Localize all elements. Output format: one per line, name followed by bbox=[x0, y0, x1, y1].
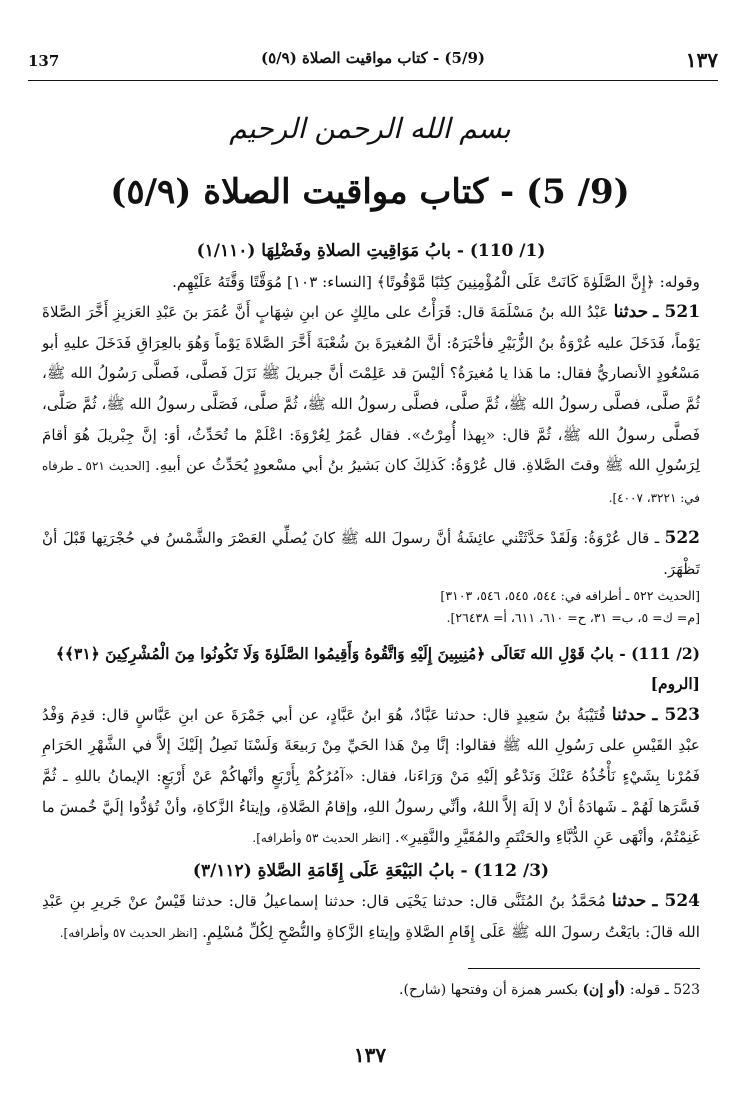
hadith-523 bbox=[42, 700, 700, 854]
hadith-text: قُتَيْبَةُ بنُ سَعِيدٍ قال: حدثنا عَبَّادٌ، هُوَ ابنُ عَبَّادٍ، عن أبي جَمْرَةَ عن ابنِ عَبَّاسٍ قال: قدِمَ وَفْدُ عبْدِ القَيْسِ على رَسُولِ الله ﷺ فقالوا: إنَّا مِنْ هَذا الحَيِّ مِنْ رَبيعَةَ وَلَسْنَا نَصِلُ إلَيْكَ إلاَّ في الشَّهْرِ الحَرَامِ فَمُرْنا بِشَيْءٍ نَأْخُذُهُ عَنْكَ وَنَدْعُو إلَيْهِ مَنْ وَرَاءَنا، فقال: «آمُرُكُمْ بِأَرْبَعٍ وأنْهاكُمْ عَنْ أَرْبَعٍ: الإيمانُ باللهِ ـ ثُمَّ فَسَّرَها لَهُمْ ـ شَهادَةُ أنْ لا إلَهَ إلاَّ اللهُ، وأنِّي رسولُ اللهِ، وإقامُ الصَّلاةِ، وإيتاءُ الزَّكاةِ، وأنْ تُؤدُّوا إلَيَّ خُمسَ ما غَنِمْتُمْ، وأنْهَى عَنِ الدُّبَّاءِ والحَنْتَمِ والمُقَيَّرِ والنَّقِيرِ». bbox=[42, 705, 700, 847]
hadith-number: 523 ـ bbox=[652, 704, 701, 725]
chapter-heading-1: (1/ 110) - بابُ مَوَاقِيتِ الصلاةِ وفَضْلِهَا (١/١١٠) bbox=[196, 241, 546, 261]
chapter-heading-2: (2/ 111) - بابُ قَوْلِ الله تَعَالَى ﴿مُنِيبِينَ إِلَيْهِ وَاتَّقُوهُ وَأَقِيمُوا الصَّلَوٰةَ وَلَا تَكُونُوا مِنَ الْمُشْرِكِينَ ﴿٣١﴾﴾ [الروم] bbox=[55, 643, 700, 694]
hadith-reference: [م= ك= ٥، ب= ٣١، ح= ٦١٠، ٦١١، أ= ٢٦٤٣٨]. bbox=[446, 609, 700, 625]
hadith-keyword: حدثنا bbox=[611, 891, 647, 912]
hadith-number: 522 bbox=[664, 528, 700, 549]
hadith-reference: [الحديث ٥٢٢ ـ أطرافه في: ٥٤٤، ٥٤٥، ٥٤٦، ٣١٠٣] bbox=[440, 587, 700, 603]
hadith-reference: [انظر الحديث ٥٧ وأطرافه]. bbox=[59, 925, 198, 940]
footnote-rule bbox=[468, 968, 700, 969]
hadith-524 bbox=[42, 886, 700, 948]
hadith-521 bbox=[42, 297, 700, 513]
hadith-text: ـ قال عُرْوَةُ: وَلَقَدْ حَدَّثَتْني عائِشَةُ أنَّ رسولَ الله ﷺ كانَ يُصلِّي العَصْرَ والشَّمْسُ في حُجْرَتِها قَبْلَ أنْ تَظْهَرَ. bbox=[42, 529, 700, 578]
hadith-number: 524 ـ bbox=[652, 891, 700, 912]
running-title: (5/9) - كتاب مواقيت الصلاة (٥/٩) bbox=[261, 49, 485, 67]
hadith-text: مُحَمَّدُ بنُ المُثَنَّى قال: حدثنا يَحْيَى قال: حدثنا إسماعيلُ قال: حدثنا قَيْسٌ عنْ جَريرِ بنِ عَبْدِ الله قالَ: بايَعْتُ رسولَ الله ﷺ عَلَى إِقَامِ الصَّلاةِ وإيتاءِ الزَّكاةِ والنُّصْحِ لِكُلِّ مُسْلِمٍ. bbox=[42, 892, 700, 941]
basmala: بسم الله الرحمن الرحيم bbox=[229, 112, 511, 145]
page-number-latin: 137 bbox=[28, 52, 60, 70]
hadith-reference: [انظر الحديث ٥٣ وأطرافه]. bbox=[252, 831, 391, 846]
hadith-text: عَبْدُ الله بنُ مَسْلَمَةَ قال: قَرَأْتُ على مالِكٍ عن ابنِ شِهَابٍ أَنَّ عُمَرَ بنَ عَبْدِ العَزيزِ أَخَّرَ الصَّلاةَ يَوْماً، فَدَخَلَ عليه عُرْوَةُ بنُ الزُّبَيْرِ فأخْبَرَهُ: أنَّ المُغيرَةَ بنَ شُعْبَةَ أَخَّرَ الصَّلاةَ يَوْماً وَهُوَ بالعِرَاقِ فَدَخَلَ عليهِ أبو مَسْعُودٍ الأنصاريُّ فقال: ما هَذا يا مُغيرَةُ؟ أليْسَ قد عَلِمْتَ أنَّ جبريلَ ﷺ نَزَلَ فَصلَّى، فَصلَّى رَسُولُ الله ﷺ، ثُمَّ صلَّى، فصلَّى رسولُ الله ﷺ، ثُمَّ صلَّى، فصلَّى رسولُ الله ﷺ، ثُمَّ صلَّى، فَصَلَّى رسولُ الله ﷺ، ثُمَّ صَلَّى، فَصلَّى رسولُ الله ﷺ، ثُمَّ قال: «بِهذا أُمِرْتُ». فقال عُمَرُ لِعُرْوَةَ: اعْلَمْ ما تُحَدِّثُ، أوَ: إنَّ جِبْريلَ هُوَ أقامَ لِرَسُولِ الله ﷺ وقتَ الصَّلاةِ. قال عُرْوَةُ: كَذلِكَ كان بَشيرُ بنُ أبي مسْعودٍ يُحَدِّثُ عن أبيهِ. bbox=[42, 303, 701, 475]
spacer bbox=[42, 629, 700, 639]
hadith-number: 521 ـ bbox=[653, 302, 701, 323]
verse-intro: وقوله: ﴿إِنَّ الصَّلَوٰةَ كَانَتْ عَلَى الْمُؤْمِنِينَ كِتَٰبًا مَّوْقُوتًا﴾ [النساء: ١٠٣] مُوَقَّتًا وَقَّتَهُ عَلَيْهِم. bbox=[172, 272, 700, 291]
footnote-text: بكسر همزة أن وفتحها (شارح). bbox=[399, 982, 578, 998]
page-number-arabic: ١٣٧ bbox=[685, 48, 718, 72]
chapter-heading-3: (3/ 112) - بابُ البَيْعَةِ عَلَى إِقَامَةِ الصَّلاةِ (٣/١١٢) bbox=[192, 860, 550, 881]
hadith-keyword: حدثنا bbox=[611, 704, 647, 725]
main-text bbox=[42, 234, 700, 948]
hadith-keyword: حدثنا bbox=[613, 302, 649, 323]
page-header bbox=[28, 46, 718, 76]
hadith-reference: [الحديث ٥٢١ ـ طرفاه في: ٣٢٢١، ٤٠٠٧]. bbox=[42, 459, 700, 505]
hadith-522 bbox=[42, 523, 700, 584]
book-title: (9/ 5) - كتاب مواقيت الصلاة (٥/٩) bbox=[110, 172, 630, 212]
footnote-term: (أو إن) bbox=[582, 982, 626, 998]
header-rule bbox=[28, 80, 718, 81]
footer-page-number: ١٣٧ bbox=[353, 1043, 387, 1067]
footnote bbox=[42, 982, 700, 998]
spacer bbox=[42, 513, 700, 523]
footnote-label: 523 ـ قوله: bbox=[629, 982, 700, 998]
